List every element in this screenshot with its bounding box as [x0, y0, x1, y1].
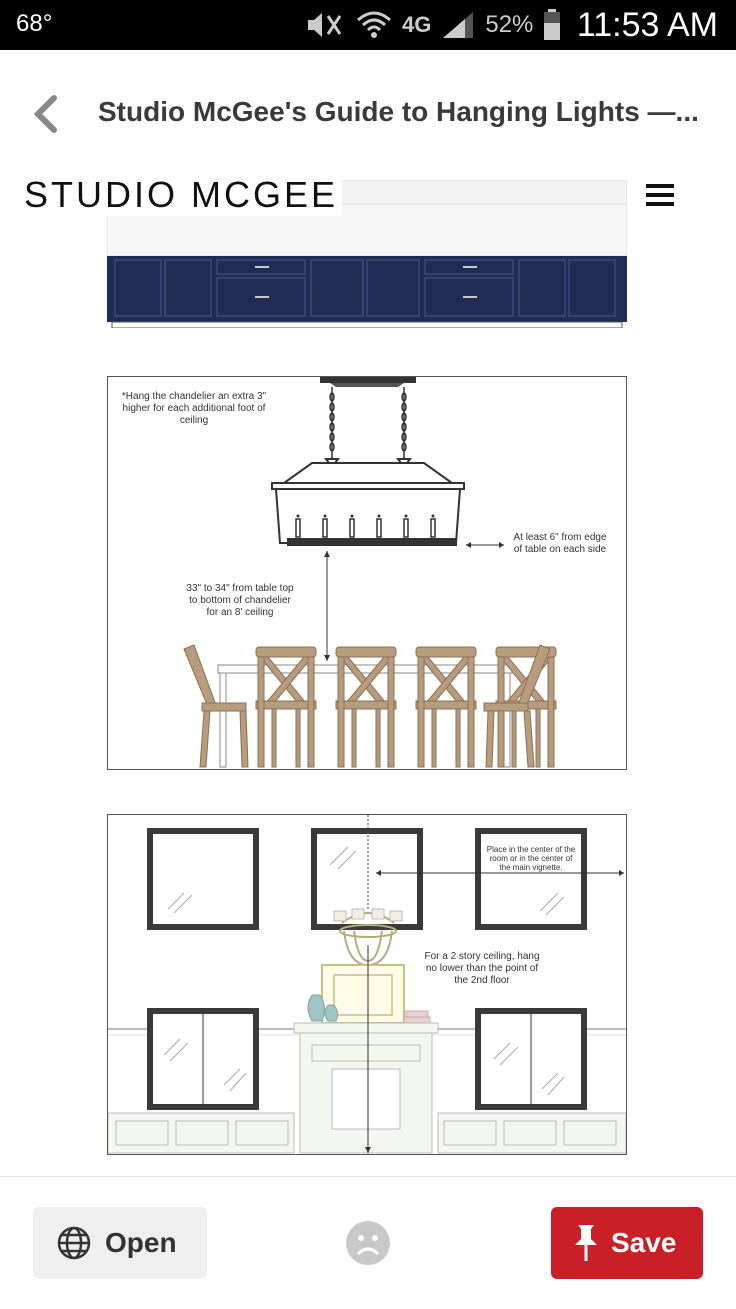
- chandelier-height-note: 33" to 34" from table top to bottom of chandelier for an 8' ceiling: [186, 583, 294, 618]
- ceiling-height-note: *Hang the chandelier an extra 3" higher for each additional foot of ceiling: [121, 391, 267, 426]
- page-title: Studio McGee's Guide to Hanging Lights —...: [98, 96, 699, 127]
- dining-chandelier-diagram: [107, 376, 627, 770]
- temperature-text: 68°: [16, 10, 53, 37]
- network-type: 4G: [402, 12, 432, 37]
- save-button[interactable]: [551, 1207, 703, 1279]
- open-label: Open: [105, 1227, 177, 1258]
- site-header: [0, 170, 736, 222]
- brand-logo[interactable]: STUDIO MCGEE: [24, 174, 342, 216]
- center-placement-note: Place in the center of the room or in the center of the main vignette.: [486, 845, 576, 872]
- globe-icon: [57, 1226, 91, 1260]
- two-story-ceiling-diagram: [107, 814, 627, 1155]
- pin-icon: [573, 1223, 599, 1263]
- sad-face-icon[interactable]: [346, 1221, 390, 1265]
- status-bar: [0, 0, 736, 50]
- battery-icon: [543, 9, 561, 41]
- signal-icon: [441, 10, 475, 40]
- top-bar: [0, 50, 736, 170]
- back-arrow-icon[interactable]: [28, 94, 64, 134]
- status-icons: [302, 6, 561, 44]
- hamburger-menu-icon[interactable]: [646, 184, 674, 206]
- pin-image[interactable]: [0, 170, 736, 1175]
- mute-icon: [302, 10, 346, 40]
- open-button[interactable]: [33, 1207, 207, 1279]
- wifi-icon: [356, 10, 392, 40]
- save-label: Save: [611, 1227, 677, 1258]
- clock: 11:53 AM: [576, 6, 718, 44]
- battery-percent: 52%: [485, 11, 534, 38]
- table-edge-note: At least 6" from edge of table on each side: [513, 532, 607, 555]
- action-bar: [0, 1176, 736, 1309]
- two-story-note: For a 2 story ceiling, hang no lower than the point of the 2nd floor: [424, 951, 540, 986]
